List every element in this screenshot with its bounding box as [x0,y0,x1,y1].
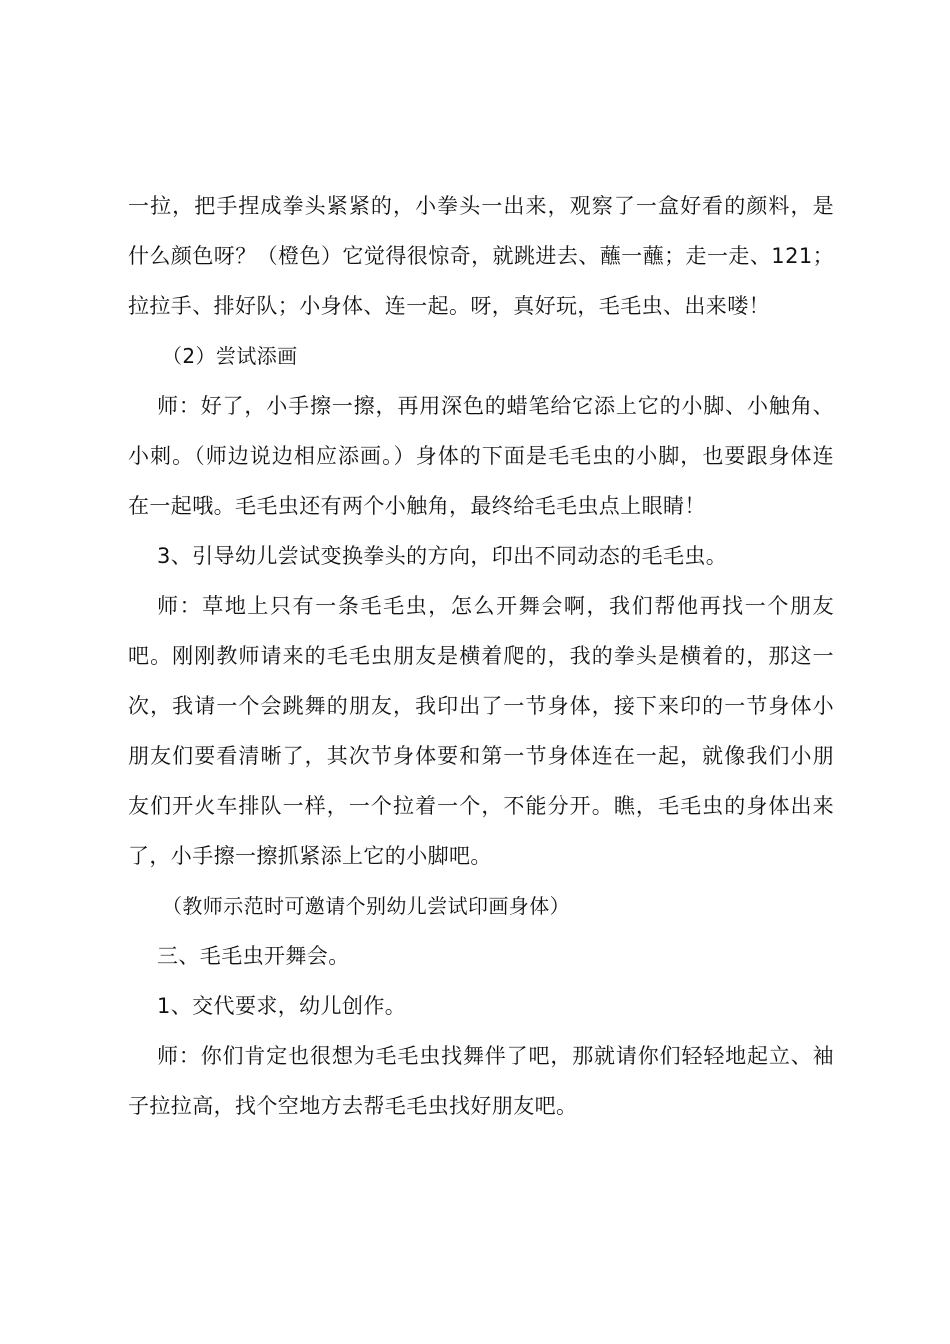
document-body [128,181,834,1131]
section-heading-dance-party: 三、毛毛虫开舞会。 [157,944,350,968]
paragraph-teacher-instructions: 师：你们肯定也很想为毛毛虫找舞伴了吧，那就请你们轻轻地起立、袖子拉拉高，找个空地方去帮毛毛虫找好朋友吧。 [128,1044,834,1118]
paragraph-step-3: 3、引导幼儿尝试变换拳头的方向，印出不同动态的毛毛虫。 [157,544,728,568]
paragraph-step-1: 1、交代要求，幼儿创作。 [157,994,407,1018]
paragraph-teacher-find-friend: 师：草地上只有一条毛毛虫，怎么开舞会啊，我们帮他再找一个朋友吧。刚刚教师请来的毛毛虫朋友是横着爬的，我的拳头是横着的，那这一次，我请一个会跳舞的朋友，我印出了一节身体，接下来印的一节身体小朋友们要看清晰了，其次节身体要和第一节身体连在一起，就像我们小朋友们开火车排队一样，一个拉着一个，不能分开。瞧，毛毛虫的身体出来了，小手擦一擦抓紧添上它的小脚吧。 [128,594,834,868]
paragraph-story-continuation: 一拉，把手捏成拳头紧紧的，小拳头一出来，观察了一盒好看的颜料，是什么颜色呀？（橙色）它觉得很惊奇，就跳进去、蘸一蘸；走一走、121；拉拉手、排好队；小身体、连一起。呀，真好玩，毛毛虫、出来喽！ [128,194,834,318]
paragraph-demo-note: （教师示范时可邀请个别幼儿尝试印画身体） [162,894,570,918]
paragraph-teacher-add-details: 师：好了，小手擦一擦，再用深色的蜡笔给它添上它的小脚、小触角、小刺。（师边说边相应添画。）身体的下面是毛毛虫的小脚，也要跟身体连在一起哦。毛毛虫还有两个小触角，最终给毛毛虫点上眼睛！ [128,394,834,518]
section-heading-try-drawing: （2）尝试添画 [162,344,298,368]
